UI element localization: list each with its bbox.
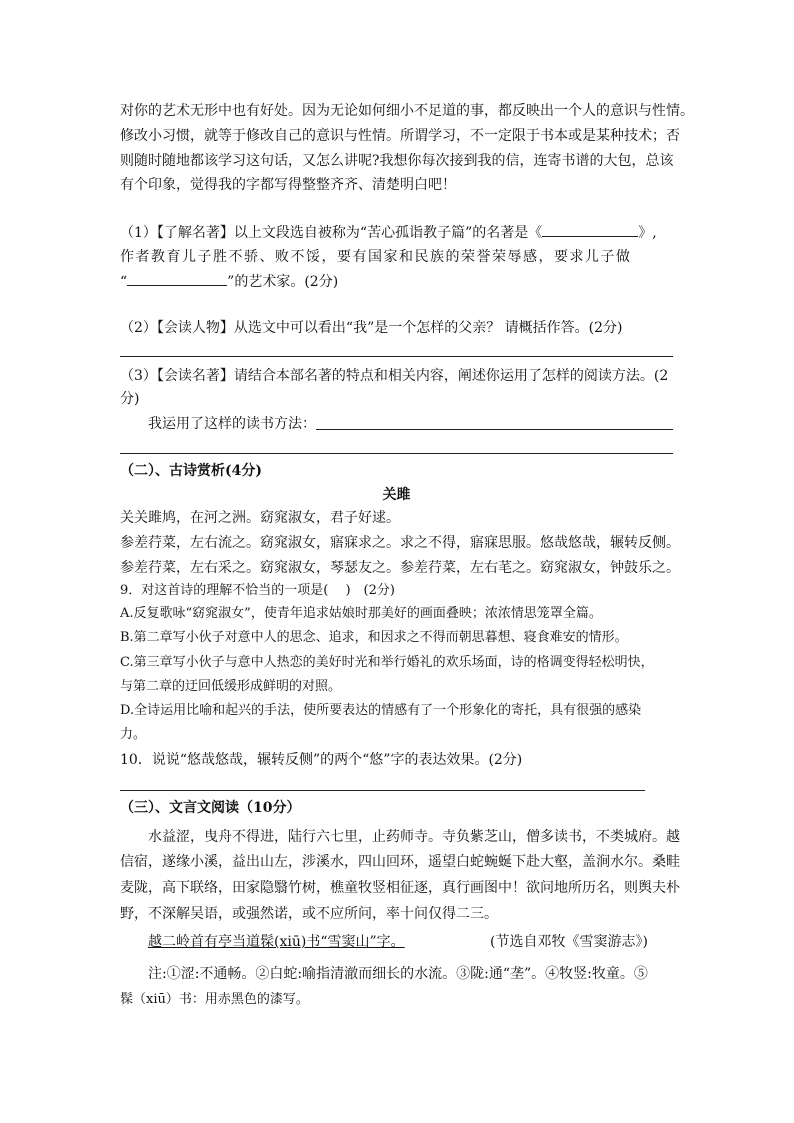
q3-answer-line-2[interactable] xyxy=(120,453,673,454)
q1-artist-blank[interactable] xyxy=(127,271,227,286)
classical-line: 水益涩，曳舟不得进，陆行六七里，止药师寺。寺负紫芝山，僧多读书，不类城府。越 xyxy=(148,829,680,845)
q2-text: （2）【会读人物】从选文中可以看出“我”是一个怎样的父亲？ 请概括作答。(2分) xyxy=(120,320,623,336)
notes-line2: 髹（xiū）书：用赤黑色的漆写。 xyxy=(120,992,309,1007)
q10-answer-line[interactable] xyxy=(120,790,645,791)
q1-line1 xyxy=(120,222,657,243)
q1-line3 xyxy=(120,271,338,292)
classical-source: (节选自邓牧《雪窦游志》) xyxy=(490,934,648,950)
q9-stem: 9．对这首诗的理解不恰当的一项是( ) (2分) xyxy=(120,583,395,598)
q3-answer-line[interactable] xyxy=(316,429,673,430)
poem-line: 参差荇菜，左右采之。窈窕淑女，琴瑟友之。参差荇菜，左右芼之。窈窕淑女，钟鼓乐之。 xyxy=(120,560,680,576)
q9-option-a: A.反复歌咏“窈窕淑女”，使青年追求姑娘时那美好的画面叠映；浓浓情思笼罩全篇。 xyxy=(120,606,602,621)
q1-text: （1）【了解名著】以上文段选自被称为“苦心孤诣教子篇”的名著是《 xyxy=(120,225,543,241)
q1-text-end: 》, xyxy=(638,225,657,241)
q1-quote-close: ”的艺术家。(2分) xyxy=(227,274,339,290)
q9-option-d-cont: 力。 xyxy=(120,727,147,742)
passage-line: 则随时随地都该学习这句话，又怎么讲呢?我想你每次接到我的信，连寄书谱的大包，总该 xyxy=(120,153,674,169)
q2-answer-line[interactable] xyxy=(120,356,673,357)
q1-book-blank[interactable] xyxy=(542,222,638,237)
classical-last-line: 越二岭首有亭当道髹(xiū)书“雪窦山”字。 xyxy=(148,934,405,950)
q9-option-d: D.全诗运用比喻和起兴的手法，使所要表达的情感有了一个形象化的寄托，具有很强的感染 xyxy=(120,703,642,718)
passage-line: 有个印象，觉得我的字都写得整整齐齐、清楚明白吧！ xyxy=(120,177,456,193)
q9-option-c: C.第三章写小伙子与意中人热恋的美好时光和举行婚礼的欢乐场面，诗的格调变得轻松明快， xyxy=(120,655,654,670)
notes-line1: 注:①涩:不通畅。②白蛇:喻指清澈而细长的水流。③陇:通“垄”。④牧竖:牧童。⑤ xyxy=(148,966,648,982)
q1-line2: 作者教育儿子胜不骄、败不馁，要有国家和民族的荣誉荣辱感，要求儿子做 xyxy=(120,249,632,265)
classical-line: 信宿，遂缘小溪，益出山左，涉溪水，四山回环，遥望白蛇蜿蜒下赴大壑，盖涧水尔。桑畦 xyxy=(120,854,680,870)
poem-title: 关雎 xyxy=(382,487,411,503)
q1-quote-open: “ xyxy=(120,274,128,290)
classical-line: 野，不深解吴语，或强然诺，或不应所问，率十问仅得二三。 xyxy=(120,906,498,922)
q10-text: 10．说说“悠哉悠哉，辗转反侧”的两个“悠”字的表达效果。(2分) xyxy=(120,752,523,768)
section3-heading: （三）、文言文阅读（10分） xyxy=(120,800,301,816)
q3-line1: （3）【会读名著】请结合本部名著的特点和相关内容，阐述你运用了怎样的阅读方法。(2 xyxy=(120,368,669,384)
classical-line: 麦陇，高下联络，田家隐翳竹树，樵童牧竖相征逐，真行画图中！欲问地所历名，则舆夫朴 xyxy=(120,880,680,896)
q3-answer-prompt: 我运用了这样的读书方法： xyxy=(148,416,316,432)
passage-line: 修改小习惯，就等于修改自己的意识与性情。所谓学习，不一定限于书本或是某种技术；否 xyxy=(120,128,680,144)
q3-line2: 分) xyxy=(120,391,140,407)
q9-option-c-cont: 与第二章的迂回低缓形成鲜明的对照。 xyxy=(120,679,342,694)
section2-heading: （二）、古诗赏析(4分) xyxy=(120,463,262,479)
poem-line: 关关雎鸠，在河之洲。窈窕淑女，君子好逑。 xyxy=(120,510,400,526)
q9-option-b: B.第二章写小伙子对意中人的思念、追求，和因求之不得而朝思暮想、寝食难安的情形。 xyxy=(120,630,628,645)
poem-line: 参差荇菜，左右流之。窈窕淑女，寤寐求之。求之不得，寤寐思服。悠哉悠哉，辗转反侧。 xyxy=(120,535,680,551)
passage-line: 对你的艺术无形中也有好处。因为无论如何细小不足道的事，都反映出一个人的意识与性情。 xyxy=(120,103,694,119)
